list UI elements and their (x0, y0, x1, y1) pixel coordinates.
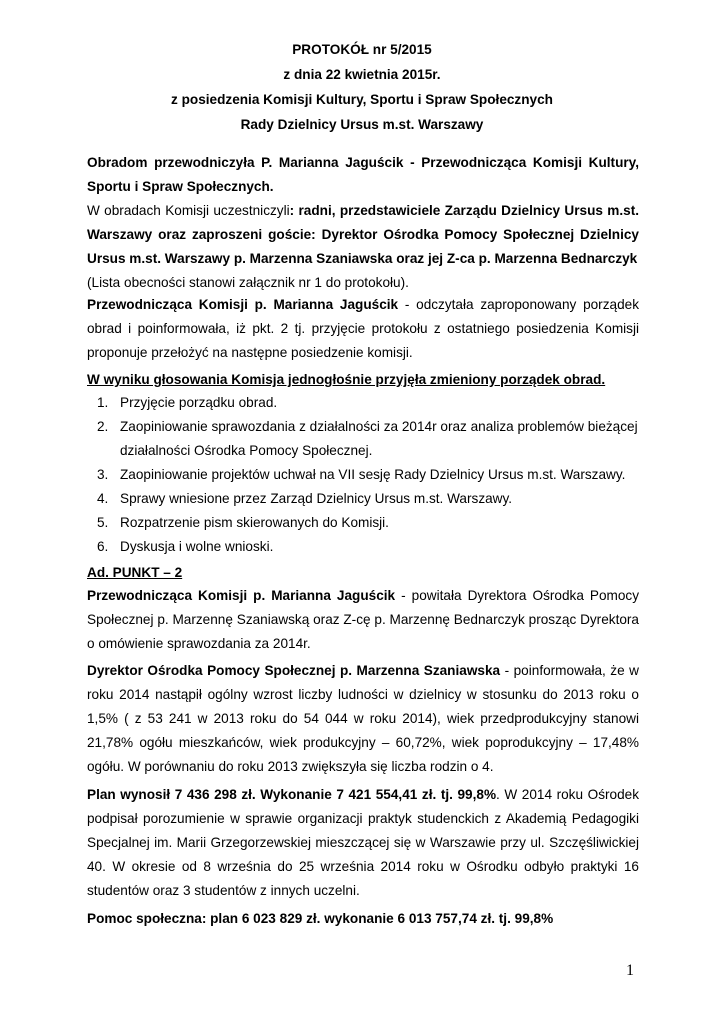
protocol-date: z dnia 22 kwietnia 2015r. (283, 67, 441, 82)
intro-paragraph (87, 151, 639, 295)
protocol-number: PROTOKÓŁ nr 5/2015 (292, 42, 432, 57)
director-report-text: - poinformowała, że w roku 2014 nastąpił ogólny wzrost liczby ludności w dzielnicy w stosunku do 2013 roku o 1,5% ( z 53 241 w 2013 roku do 54 044 w roku 2014), wiek przedprodukcyjny stanowi 21,78% ogółu mieszkańców, wiek produkcyjny – 60,72%, wiek poprodukcyjny – 17,48% ogółu. W porównaniu do roku 2013 zwiększyła się liczba rodzin o 4. (87, 663, 639, 774)
social-aid-figures: Pomoc społeczna: plan 6 023 829 zł. wykonanie 6 013 757,74 zł. tj. 99,8% (87, 911, 554, 926)
agenda-item (87, 415, 639, 463)
chair-statement: Obradom przewodniczyła P. Marianna Jaguścik - Przewodnicząca Komisji Kultury, Sportu i Spraw Społecznych. (87, 155, 639, 194)
agenda-item-text: Dyskusja i wolne wnioski. (120, 539, 274, 554)
protocol-committee: z posiedzenia Komisji Kultury, Sportu i Spraw Społecznych (171, 92, 553, 107)
agenda-item (87, 391, 639, 415)
protocol-council: Rady Dzielnicy Ursus m.st. Warszawy (240, 117, 484, 132)
agenda-item-number: 3. (97, 467, 109, 482)
agenda-item (87, 487, 639, 511)
agenda-item-text: Zaopiniowanie sprawozdania z działalności za 2014r oraz analiza problemów bieżącej działalności Ośrodka Pomocy Społecznej. (120, 419, 638, 458)
attendance-note: (Lista obecności stanowi załącznik nr 1 do protokołu). (87, 275, 409, 290)
speaker-name: Przewodnicząca Komisji p. Marianna Jaguścik (87, 588, 396, 603)
agenda-intro-text: - odczytała zaproponowany porządek obrad i poinformowała, iż pkt. 2 tj. przyjęcie protokołu z ostatniego posiedzenia Komisji proponuje przełożyć na następne posiedzenie komisji. (87, 297, 639, 360)
agenda-item-number: 4. (97, 491, 109, 506)
director-report-paragraph (87, 659, 639, 779)
budget-figures: Plan wynosił 7 436 298 zł. Wykonanie 7 421 554,41 zł. tj. 99,8% (87, 787, 497, 802)
agenda-item (87, 535, 639, 559)
welcome-paragraph (87, 584, 639, 656)
section-heading: Ad. PUNKT – 2 (87, 565, 183, 580)
agenda-list (87, 391, 639, 559)
agenda-item-text: Zaopiniowanie projektów uchwał na VII sesję Rady Dzielnicy Ursus m.st. Warszawy. (120, 467, 626, 482)
speaker-name: Dyrektor Ośrodka Pomocy Społecznej p. Marzenna Szaniawska (87, 663, 501, 678)
agenda-item-text: Przyjęcie porządku obrad. (120, 395, 278, 410)
social-aid-paragraph (87, 907, 639, 931)
vote-heading: W wyniku głosowania Komisja jednogłośnie przyjęła zmieniony porządek obrad. (87, 372, 606, 387)
agenda-item-number: 5. (97, 515, 109, 530)
budget-text: . W 2014 roku Ośrodek podpisał porozumienie w sprawie organizacji praktyk studenckich z Akademią Pedagogiki Specjalnej im. Marii Grzegorzewskiej mieszczącej się w Warszawie przy ul. Szczęśliwickiej 40. W okresie od 8 września do 25 września 2014 roku w Ośrodku odbyło praktyki 16 studentów oraz 3 studentów z innych uczelni. (87, 787, 639, 898)
agenda-item-text: Rozpatrzenie pism skierowanych do Komisji. (120, 515, 389, 530)
agenda-intro-paragraph (87, 293, 639, 365)
participants-list: : radni, przedstawiciele Zarządu Dzielnicy Ursus m.st. Warszawy oraz zaproszeni goście: Dyrektor Ośrodka Pomocy Społecznej Dzielnicy Ursus m.st. Warszawy p. Marzenna Szaniawska oraz jej Z-ca p. Marzenna Bednarczyk (87, 203, 639, 266)
agenda-item-number: 2. (97, 419, 109, 434)
agenda-item (87, 463, 639, 487)
agenda-item-number: 6. (97, 539, 109, 554)
participants-lead: W obradach Komisji uczestniczyli (87, 203, 290, 218)
page-number: 1 (626, 962, 634, 979)
budget-paragraph (87, 783, 639, 903)
welcome-text: - powitała Dyrektora Ośrodka Pomocy Społecznej p. Marzennę Szaniawską oraz Z-cę p. Marzennę Bednarczyk prosząc Dyrektora o omówienie sprawozdania za 2014r. (87, 588, 640, 651)
agenda-item-text: Sprawy wniesione przez Zarząd Dzielnicy Ursus m.st. Warszawy. (120, 491, 513, 506)
speaker-name: Przewodnicząca Komisji p. Marianna Jaguścik (87, 297, 399, 312)
agenda-item (87, 511, 639, 535)
agenda-item-number: 1. (97, 395, 109, 410)
